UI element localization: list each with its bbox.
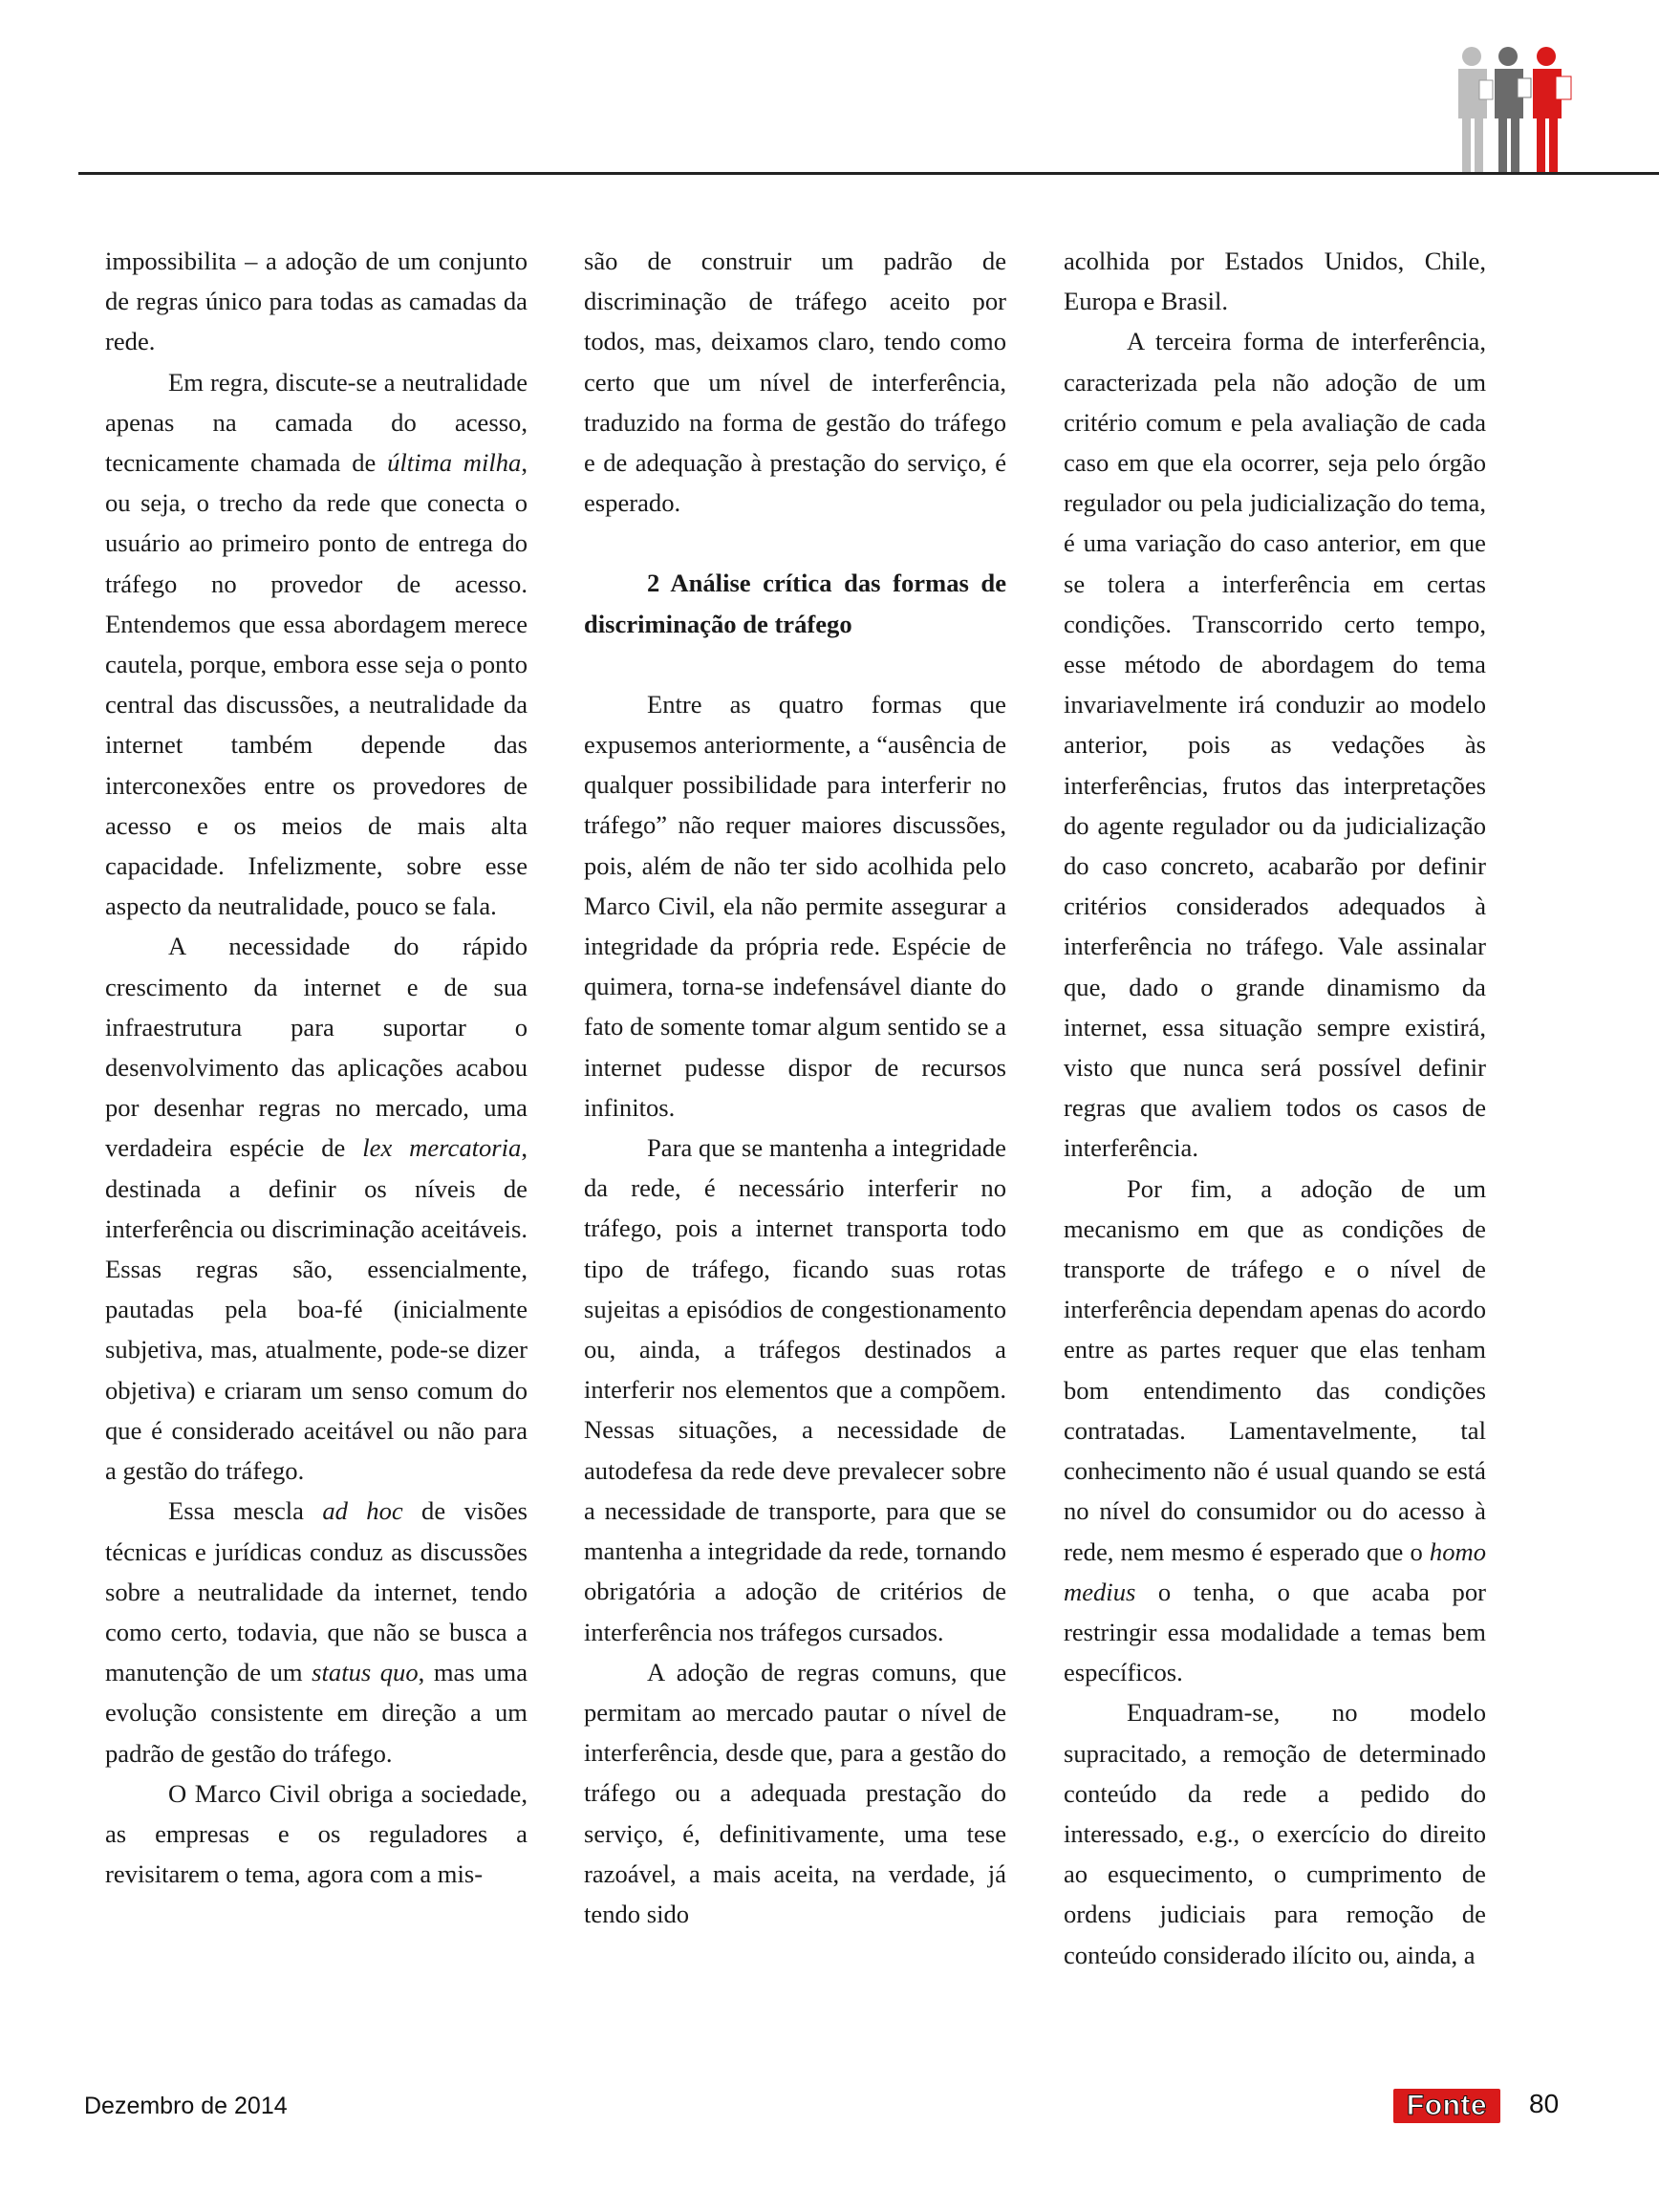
text-column-2: [584, 241, 1006, 1934]
paragraph: A necessidade do rápido crescimento da internet e de sua infraestrutura para suportar o desenvolvimento das aplicações acabou por desenhar regras no mercado, uma verdadeira espécie de lex mercatoria, destinada a definir os níveis de interferência ou discriminação aceitáveis. Essas regras são, essencialmente, pautadas pela boa-fé (inicialmente subjetiva, mas, atualmente, pode-se dizer objetiva) e criaram um senso comum do que é considerado aceitável ou não para a gestão do tráfego.: [105, 932, 528, 1486]
paragraph: são de construir um padrão de discriminação de tráfego aceito por todos, mas, deixamos claro, tendo como certo que um nível de interferência, traduzido na forma de gestão do tráfego e de adequação à prestação do serviço, é esperado.: [584, 247, 1006, 518]
fonte-logo-text: Fonte: [1406, 2090, 1488, 2121]
paragraph: Essa mescla ad hoc de visões técnicas e jurídicas conduz as discussões sobre a neutralidade da internet, tendo como certo, todavia, que não se busca a manutenção de um status quo, mas uma evolução consistente em direção a um padrão de gestão do tráfego.: [105, 1496, 528, 1768]
paragraph: O Marco Civil obriga a sociedade, as empresas e os reguladores a revisitarem o tema, agora com a mis-: [105, 1778, 528, 1889]
paragraph: Em regra, discute-se a neutralidade apenas na camada do acesso, tecnicamente chamada de última milha, ou seja, o trecho da rede que conecta o usuário ao primeiro ponto de entrega do tráfego no provedor de acesso. Entendemos que essa abordagem merece cautela, porque, embora esse seja o ponto central das discussões, a neutralidade da internet também depende das interconexões entre os provedores de acesso e os meios de mais alta capacidade. Infelizmente, sobre esse aspecto da neutralidade, pouco se fala.: [105, 367, 528, 921]
text-column-3: [1064, 241, 1486, 1975]
fonte-logo: [1393, 2089, 1500, 2123]
paragraph: impossibilita – a adoção de um conjunto de regras único para todas as camadas da rede.: [105, 247, 528, 356]
issue-date: Dezembro de 2014: [84, 2093, 288, 2119]
people-figures-icon: [1443, 46, 1577, 174]
paragraph: A adoção de regras comuns, que permitam ao mercado pautar o nível de interferência, desde que, para a gestão do tráfego ou a adequada prestação do serviço, é, definitivamente, uma tese razoável, a mais aceita, na verdade, já tendo sido: [584, 1657, 1006, 1928]
paragraph: Por fim, a adoção de um mecanismo em que as condições de transporte de tráfego e o nível de interferência dependam apenas do acordo entre as partes requer que elas tenham bom entendimento das condições contratadas. Lamentavelmente, tal conhecimento não é usual quando se está no nível do consumidor ou do acesso à rede, nem mesmo é esperado que o homo medius o tenha, o que acaba por restringir essa modalidade a temas bem específicos.: [1064, 1173, 1486, 1687]
header-rule: [78, 172, 1659, 175]
section-heading: 2 Análise crítica das formas de discriminação de tráfego: [584, 569, 1006, 638]
text-column-1: [105, 241, 528, 1894]
paragraph: Entre as quatro formas que expusemos anteriormente, a “ausência de qualquer possibilidade para interferir no tráfego” não requer maiores discussões, pois, além de não ter sido acolhida pelo Marco Civil, ela não permite assegurar a integridade da própria rede. Espécie de quimera, torna-se indefensável diante do fato de somente tomar algum sentido se a internet pudesse dispor de recursos infinitos.: [584, 689, 1006, 1122]
paragraph: Enquadram-se, no modelo supracitado, a remoção de determinado conteúdo da rede a pedido do interessado, e.g., o exercício do direito ao esquecimento, o cumprimento de ordens judiciais para remoção de conteúdo considerado ilícito ou, ainda, a: [1064, 1698, 1486, 1969]
paragraph: acolhida por Estados Unidos, Chile, Europa e Brasil.: [1064, 247, 1486, 316]
paragraph: A terceira forma de interferência, caracterizada pela não adoção de um critério comum e pela avaliação de cada caso em que ela ocorrer, seja pelo órgão regulador ou pela judicialização do tema, é uma variação do caso anterior, em que se tolera a interferência em certas condições. Transcorrido certo tempo, esse método de abordagem do tema invariavelmente irá conduzir ao modelo anterior, pois as vedações às interferências, frutos das interpretações do agente regulador ou da judicialização do caso concreto, acabarão por definir critérios considerados adequados à interferência no tráfego. Vale assinalar que, dado o grande dinamismo da internet, essa situação sempre existirá, visto que nunca será possível definir regras que avaliem todos os casos de interferência.: [1064, 327, 1486, 1163]
page-number: 80: [1529, 2089, 1560, 2118]
paragraph: Para que se mantenha a integridade da rede, é necessário interferir no tráfego, pois a internet transporta todo tipo de tráfego, ficando suas rotas sujeitas a episódios de congestionamento ou, ainda, a tráfegos destinados a interferir nos elementos que a compõem. Nessas situações, a necessidade de autodefesa da rede deve prevalecer sobre a necessidade de transporte, para que se mantenha a integridade da rede, tornando obrigatória a adoção de critérios de interferência nos tráfegos cursados.: [584, 1133, 1006, 1646]
